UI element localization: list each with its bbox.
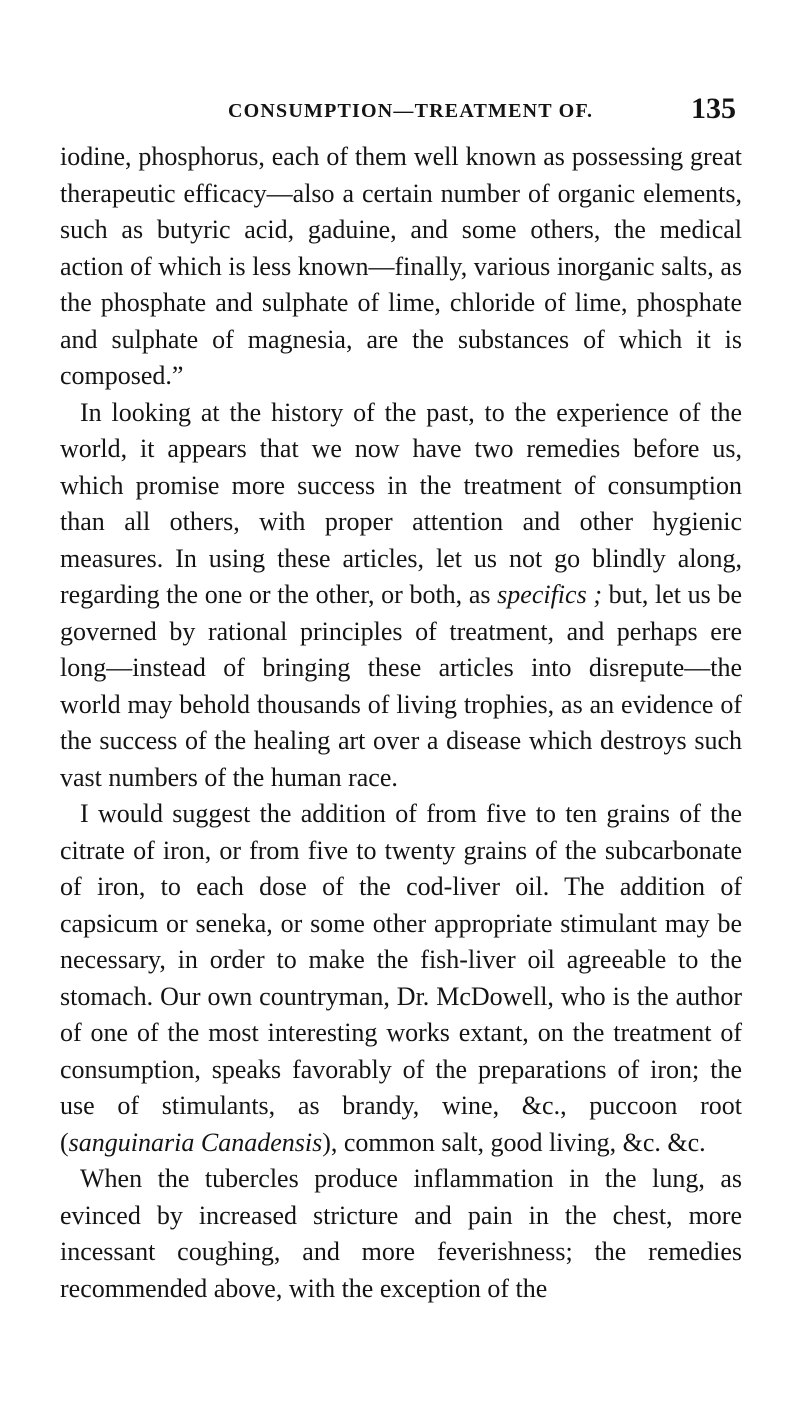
text-run: In looking at the history of the past, to the experience of the world, it appears that we now have two remedies before us, which promise more success in the treatment of consumption than all others, with proper attention and other hygienic measures. In using these articles, let us not go blindly along, regarding the one or the other, or both, as bbox=[60, 397, 742, 609]
running-title: CONSUMPTION—TREATMENT OF. bbox=[228, 100, 594, 122]
text-run: I would suggest the addition of from five to ten grains of the citrate of iron, or from five to twenty grains of the subcarbonate of iron, to each dose of the cod-liver oil. The addition of capsicum or seneka, or some other appropriate stimulant may be necessary, in order to make the fish-liver oil agreeable to the stomach. Our own countryman, Dr. McDowell, who is the author of one of the most interesting works extant, on the treatment of consumption, speaks favorably of the preparations of iron; the use of stimulants, as brandy, wine, &c., puccoon root ( bbox=[60, 799, 742, 1157]
text-run: iodine, phosphorus, each of them well known as possessing great therapeutic efficacy—also a certain number of organic elements, such as butyric acid, gaduine, and some others, the medical action of which is less known—finally, various inorganic salts, as the phosphate and sulphate of lime, chloride of lime, phosphate and sulphate of magnesia, are the substances of which it is composed.” bbox=[60, 142, 742, 390]
italic-text-run: sanguinaria Canadensis bbox=[68, 1127, 323, 1157]
italic-text-run: specifics ; bbox=[497, 580, 602, 609]
text-run: but, let us be governed by rational principles of treatment, and perhaps ere long—instead of bringing these articles into disrepute—the world may behold thousands of living trophies, as an evidence of the success of the healing art over a disease which destroys such vast numbers of the human race. bbox=[60, 580, 742, 792]
page-number: 135 bbox=[691, 92, 736, 125]
paragraph bbox=[60, 1161, 742, 1307]
text-run: ), common salt, good living, &c. &c. bbox=[322, 1127, 706, 1157]
text-run: When the tubercles produce inflammation in the lung, as evinced by increased stricture and pain in the chest, more incessant coughing, and more feverishness; the remedies recommended above, with the exception of the bbox=[60, 1164, 742, 1303]
running-head bbox=[220, 92, 740, 126]
paragraph bbox=[60, 139, 742, 395]
body-text bbox=[60, 139, 742, 1307]
paragraph bbox=[60, 395, 742, 797]
paragraph bbox=[60, 796, 742, 1161]
